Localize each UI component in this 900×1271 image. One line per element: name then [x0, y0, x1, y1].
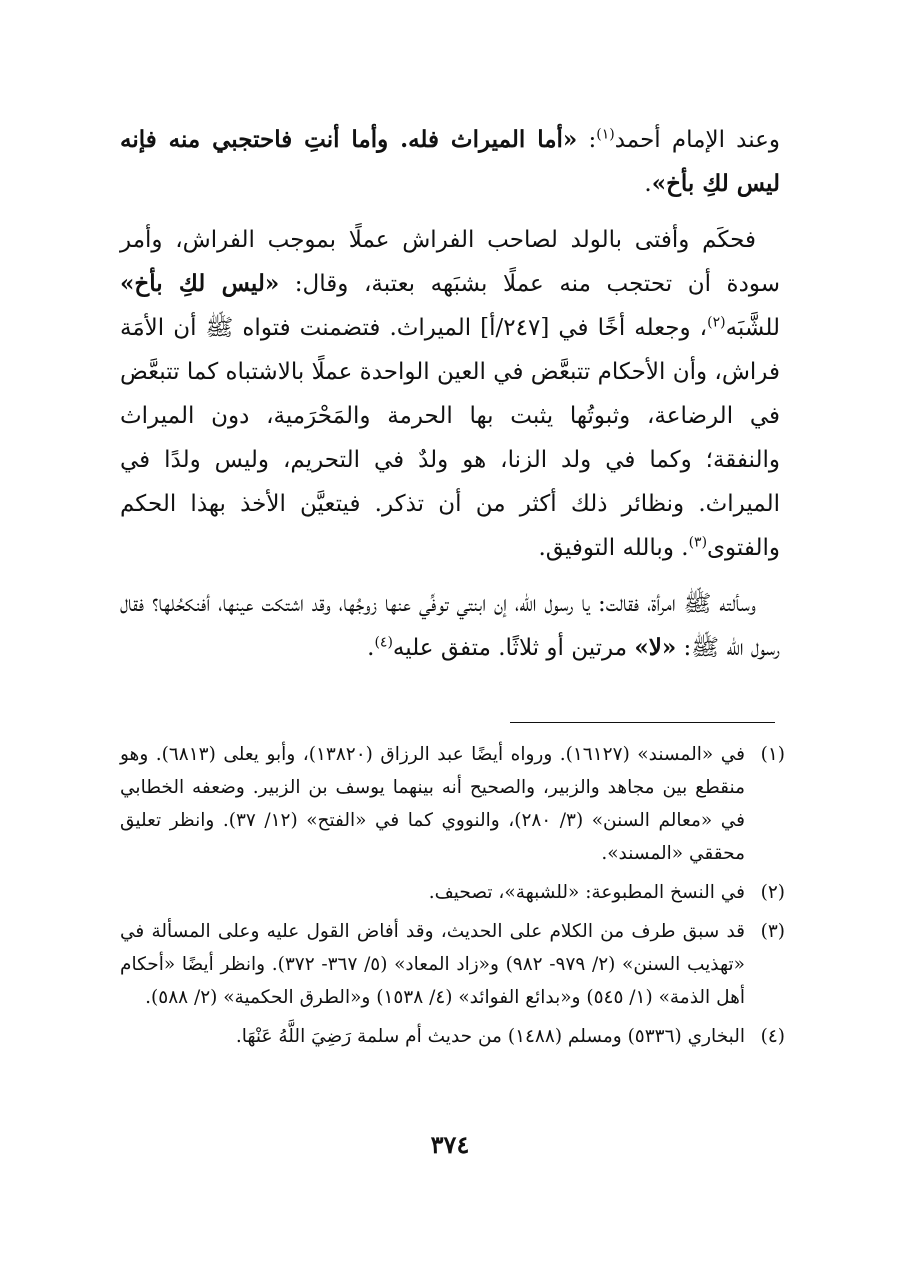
footnote-4	[120, 1020, 785, 1053]
text-run: وعند الإمام أحمد	[614, 127, 781, 153]
footnote-number: (٣)	[760, 921, 785, 942]
text-run: ، وجعله أخًا في [٢٤٧/أ] الميراث. فتضمنت فتواه ﷺ أن الأمَة فراش، وأن الأحكام تتبعَّض في العين الواحدة عملًا بالاشتباه كما تتبعَّض في الرضاعة، وثبوتُها يثبت بها الحرمة والمَحْرَمية، دون الميراث والنفقة؛ وكما في ولد الزنا، هو ولدٌ في التحريم، وليس ولدًا في الميراث. ونظائر ذلك أكثر من أن تذكر. فيتعيَّن الأخذ بهذا الحكم والفتوى	[120, 315, 780, 561]
text-run: .	[644, 171, 652, 197]
footnote-divider	[510, 722, 775, 723]
footnote-text: البخاري (٥٣٣٦) ومسلم (١٤٨٨) من حديث أم سلمة رَضِيَ اللَّهُ عَنْهَا.	[235, 1026, 745, 1047]
footnote-1	[120, 738, 785, 870]
text-run: :	[577, 127, 597, 153]
hadith-quote: «ليس لكِ بأخ»	[120, 270, 280, 297]
page-number: ٣٧٤	[430, 1130, 470, 1159]
paragraph-2	[120, 218, 780, 570]
footnote-ref-4[interactable]: (٤)	[374, 634, 393, 651]
footnotes	[120, 738, 785, 1059]
hadith-quote: «أما الميراث فله. وأما أنتِ فاحتجبي منه فإنه ليس لكِ بأخ»	[120, 126, 780, 197]
text-run: .	[367, 635, 375, 661]
footnote-ref-1[interactable]: (١)	[596, 126, 615, 143]
footnote-number: (٢)	[760, 882, 785, 903]
paragraph-3	[120, 582, 780, 670]
text-run: وسألته ﷺ امرأة، فقالت: يا رسول الله، إن ابنتي توفِّي عنها زوجُها، وقد اشتكت عينها، أفنكحُلها؟ فقال رسول الله ﷺ:	[120, 591, 780, 661]
footnote-ref-3[interactable]: (٣)	[688, 534, 708, 551]
footnote-ref-2[interactable]: (٢)	[707, 314, 726, 331]
footnote-text: في «المسند» (١٦١٢٧). ورواه أيضًا عبد الرزاق (١٣٨٢٠)، وأبو يعلى (٦٨١٣). وهو منقطع بين مجاهد والزبير، والصحيح أنه بينهما يوسف بن الزبير. وضعفه الخطابي في «معالم السنن» (٣/ ٢٨٠)، والنووي كما في «الفتح» (١٢/ ٣٧). وانظر تعليق محققي «المسند».	[120, 744, 745, 864]
text-run: للشَّبَه	[725, 315, 780, 341]
footnote-number: (٤)	[760, 1026, 785, 1047]
footnote-text: قد سبق طرف من الكلام على الحديث، وقد أفاض القول عليه وعلى المسألة في «تهذيب السنن» (٢/ ٩٧٩- ٩٨٢) و«زاد المعاد» (٥/ ٣٦٧- ٣٧٢). وانظر أيضًا «أحكام أهل الذمة» (١/ ٥٤٥) و«بدائع الفوائد» (٤/ ١٥٣٨) و«الطرق الحكمية» (٢/ ٥٨٨).	[120, 921, 745, 1008]
hadith-quote: «لا»	[634, 634, 677, 661]
paragraph-1	[120, 118, 780, 206]
footnote-2	[120, 876, 785, 909]
text-run: . وبالله التوفيق.	[538, 535, 689, 561]
text-run: مرتين أو ثلاثًا. متفق عليه	[392, 635, 635, 661]
footnote-text: في النسخ المطبوعة: «للشبهة»، تصحيف.	[428, 882, 745, 903]
main-text	[120, 118, 780, 682]
text-run: فحكَم وأفتى بالولد لصاحب الفراش عملًا بموجب الفراش، وأمر سودة أن تحتجب منه عملًا بشبَهه بعتبة، وقال:	[120, 227, 780, 297]
footnote-3	[120, 915, 785, 1014]
footnote-number: (١)	[760, 744, 785, 765]
